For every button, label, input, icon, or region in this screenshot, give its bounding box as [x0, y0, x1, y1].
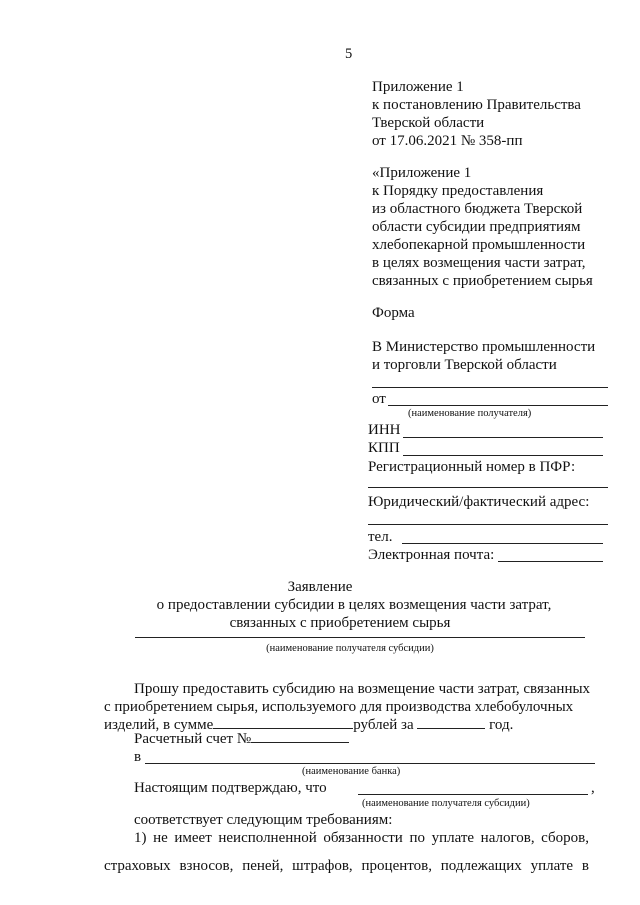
addressee-line: В Министерство промышленности	[372, 339, 596, 355]
appendix-2-line: к Порядку предоставления	[372, 183, 544, 199]
appendix-1-line: Приложение 1	[372, 79, 464, 95]
appendix-1-line: от 17.06.2021 № 358-пп	[372, 133, 523, 149]
appendix-2-line: хлебопекарной промышленности	[372, 237, 586, 253]
appendix-2-line: связанных с приобретением сырья	[372, 273, 593, 289]
pfr-field[interactable]	[368, 487, 608, 488]
body-line: Прошу предоставить субсидию на возмещение части затрат, связанных	[134, 681, 591, 697]
bank-prefix: в	[134, 749, 142, 765]
account-label: Расчетный счет №	[134, 731, 252, 747]
phone-label: тел.	[368, 529, 393, 545]
document-title-line: о предоставлении субсидии в целях возмещения части затрат,	[156, 597, 552, 613]
requirements-intro: соответствует следующим требованиям:	[134, 812, 393, 828]
bank-caption: (наименование банка)	[302, 766, 401, 777]
kpp-label: КПП	[368, 440, 400, 456]
appendix-2-line: из областного бюджета Тверской	[372, 201, 583, 217]
sum-field[interactable]	[213, 716, 353, 729]
year-field[interactable]	[417, 716, 485, 729]
from-label: от	[372, 391, 386, 407]
email-label: Электронная почта:	[368, 547, 495, 563]
recipient-name-field[interactable]	[388, 405, 608, 406]
appendix-2-line: области субсидии предприятиям	[372, 219, 581, 235]
applicant-caption: (наименование получателя субсидии)	[266, 643, 434, 654]
sum-prefix: изделий, в сумме	[104, 717, 214, 733]
confirm-recipient-field[interactable]	[358, 794, 588, 795]
sum-year: год.	[489, 717, 514, 733]
address-field[interactable]	[368, 524, 608, 525]
email-field[interactable]	[498, 561, 603, 562]
document-heading: Заявление	[287, 579, 353, 595]
addressee-line: и торговли Тверской области	[372, 357, 557, 373]
addressee-blank-line[interactable]	[372, 387, 608, 388]
inn-field[interactable]	[403, 437, 603, 438]
inn-label: ИНН	[368, 422, 401, 438]
confirm-caption: (наименование получателя субсидии)	[362, 798, 530, 809]
account-field[interactable]	[251, 730, 349, 743]
kpp-field[interactable]	[403, 455, 603, 456]
page-number: 5	[345, 46, 353, 62]
requirement-1-line: страховых взносов, пеней, штрафов, процентов, подлежащих уплате в	[104, 858, 589, 874]
form-label: Форма	[372, 305, 415, 321]
phone-field[interactable]	[402, 543, 603, 544]
confirm-label: Настоящим подтверждаю, что	[134, 780, 327, 796]
bank-field[interactable]	[145, 763, 595, 764]
sum-rubles: рублей за	[353, 717, 414, 733]
appendix-1-line: к постановлению Правительства	[372, 97, 581, 113]
appendix-1-line: Тверской области	[372, 115, 485, 131]
address-label: Юридический/фактический адрес:	[368, 494, 590, 510]
appendix-2-line: в целях возмещения части затрат,	[372, 255, 586, 271]
confirm-comma: ,	[591, 780, 595, 796]
account-line	[134, 730, 349, 748]
recipient-caption: (наименование получателя)	[408, 408, 532, 419]
pfr-label: Регистрационный номер в ПФР:	[368, 459, 576, 475]
appendix-2-line: «Приложение 1	[372, 165, 472, 181]
document-title-line: связанных с приобретением сырья	[229, 615, 451, 631]
requirement-1-line: 1) не имеет неисполненной обязанности по уплате налогов, сборов,	[134, 830, 589, 846]
body-line: с приобретением сырья, используемого для производства хлебобулочных	[104, 699, 574, 715]
applicant-name-field[interactable]	[135, 637, 585, 638]
